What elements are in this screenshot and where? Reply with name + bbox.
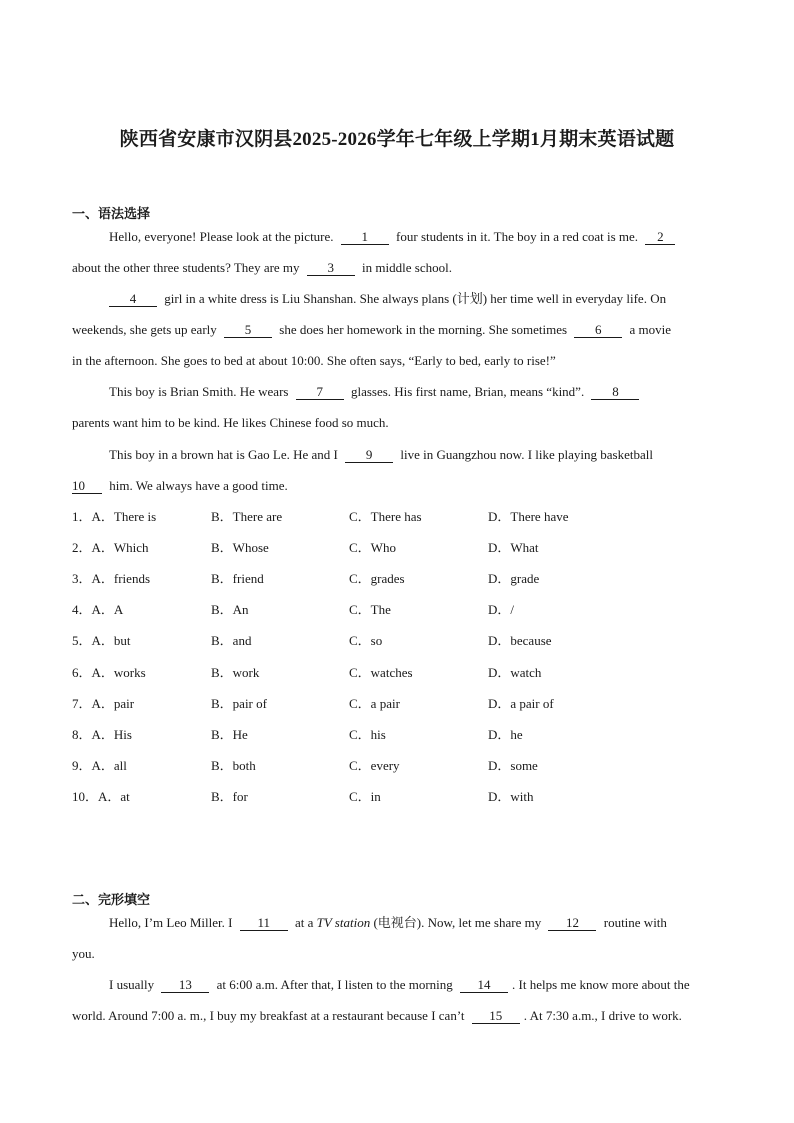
passage-text: I usually [109,977,155,992]
option-b [211,726,248,744]
question-number: 1． [72,509,92,524]
option-text: A．There is [91,509,157,524]
option-a [72,508,156,526]
passage-text: she does her homework in the morning. She sometimes [279,322,568,337]
option-b [211,664,259,682]
option-text: C．in [349,788,381,804]
passage-text: world. Around 7:00 a. m., I buy my breakfast at a restaurant because I can’t [72,1008,465,1023]
section-heading-cloze: 二、完形填空 [72,893,151,908]
option-text: A．pair [91,695,135,711]
passage-line [109,914,722,932]
question-number: 5． [72,633,92,649]
option-a [72,664,146,682]
passage-text: you. [72,946,95,961]
option-text: C．There has [349,509,422,524]
question-row [72,539,722,557]
blank-13: 13 [161,978,209,993]
option-text: B．and [211,633,252,649]
question-row [72,726,722,744]
option-text: D．What [488,540,539,556]
option-b [211,570,264,588]
option-d [488,695,554,713]
option-text: D．because [488,633,552,649]
passage-text: This boy in a brown hat is Gao Le. He and I [109,447,338,462]
passage-text: (电视台). Now, let me share my [373,915,542,930]
blank-7: 7 [296,385,344,400]
passage-line [72,259,722,277]
blank-8: 8 [591,385,639,400]
question-row [72,570,722,588]
option-c [349,695,400,713]
question-number: 6． [72,664,92,680]
option-c [349,726,386,744]
option-text: B．both [211,757,256,773]
option-c [349,570,405,588]
question-row [72,757,722,775]
passage-text: routine with [603,915,667,930]
option-text: C．grades [349,571,405,587]
option-text: D．he [488,726,523,742]
option-text: C．every [349,757,400,773]
passage-line [72,945,722,963]
option-text: B．There are [211,509,283,524]
passage-line [109,446,722,464]
passage-line [109,290,722,308]
option-b [211,695,267,713]
option-a [72,788,130,806]
option-d [488,664,541,682]
option-text: C．a pair [349,695,400,711]
option-text: D．a pair of [488,695,554,711]
passage-line [72,352,722,370]
option-c [349,664,413,682]
option-text: B．He [211,726,248,742]
option-a [72,539,149,557]
option-a [72,601,123,619]
option-d [488,570,539,588]
option-text: D．/ [488,602,515,618]
option-d [488,508,569,526]
option-text: A．friends [91,571,151,587]
passage-text: at 6:00 a.m. After that, I listen to the morning [216,977,453,992]
passage-text: . At 7:30 a.m., I drive to work. [523,1008,682,1023]
option-text: A．works [91,664,146,680]
question-number: 3． [72,571,92,587]
option-text: D．watch [488,664,542,680]
passage-text: weekends, she gets up early [72,322,217,337]
question-number: 4． [72,602,92,618]
passage-text: a movie [629,322,672,337]
passage-text: in middle school. [362,260,452,275]
option-c [349,539,396,557]
option-c [349,757,400,775]
option-c [349,508,422,526]
question-number: 7． [72,695,92,711]
page-title: 陕西省安康市汉阴县2025-2026学年七年级上学期1月期末英语试题 [119,129,675,150]
blank-15: 15 [472,1009,520,1024]
question-row [72,788,722,806]
blank-11: 11 [240,916,288,931]
option-d [488,632,552,650]
passage-text: four students in it. The boy in a red coat is me. [396,229,639,244]
option-a [72,632,131,650]
option-text: C．watches [349,664,413,680]
option-text: A．Which [91,540,149,556]
option-text: D．There have [488,509,569,524]
option-text: D．with [488,788,534,804]
option-text: D．grade [488,571,540,587]
blank-2: 2 [645,230,675,245]
question-number: 8． [72,726,92,742]
option-text: C．so [349,633,383,649]
question-number: 9． [72,757,92,773]
option-text: B．Whose [211,540,269,556]
passage-text: parents want him to be kind. He likes Chinese food so much. [72,415,389,430]
option-b [211,601,249,619]
option-text: C．The [349,602,391,618]
option-text: A．all [91,757,127,773]
option-b [211,757,256,775]
option-d [488,757,538,775]
option-a [72,757,127,775]
blank-14: 14 [460,978,508,993]
option-text: A．but [91,633,131,649]
passage-text: in the afternoon. She goes to bed at about 10:00. She often says, “Early to bed, early to rise!” [72,353,556,368]
blank-10: 10 [72,479,102,494]
passage-text: him. We always have a good time. [109,478,288,493]
passage-line [72,414,722,432]
option-b [211,539,269,557]
option-b [211,508,282,526]
passage-line [72,321,722,339]
option-c [349,601,391,619]
option-text: A．A [91,602,124,618]
passage-line [109,976,722,994]
option-d [488,788,534,806]
passage-text: Hello, everyone! Please look at the picture. [109,229,334,244]
blank-4: 4 [109,292,157,307]
option-d [488,601,514,619]
section-heading-grammar: 一、语法选择 [72,207,151,222]
question-row [72,508,722,526]
option-a [72,726,132,744]
option-b [211,788,248,806]
passage-text: live in Guangzhou now. I like playing basketball [400,447,653,462]
passage-text: girl in a white dress is Liu Shanshan. She always plans (计划) her time well in everyday life. On [164,291,667,306]
option-d [488,726,523,744]
question-row [72,695,722,713]
passage-line [72,1007,722,1025]
option-c [349,632,382,650]
passage-text: . It helps me know more about the [512,977,690,992]
blank-5: 5 [224,323,272,338]
question-row [72,632,722,650]
passage-text: at a [294,915,314,930]
passage-line [109,228,722,246]
blank-9: 9 [345,448,393,463]
option-text: D．some [488,757,538,773]
option-text: A．His [91,726,132,742]
option-a [72,570,150,588]
passage-line [109,383,722,401]
option-text: B．An [211,602,249,618]
option-a [72,695,134,713]
option-text: B．work [211,664,260,680]
question-number: 10． [72,788,99,804]
question-number: 2． [72,540,92,556]
option-text: B．for [211,788,248,804]
question-row [72,664,722,682]
option-text: B．pair of [211,695,267,711]
passage-text: about the other three students? They are my [72,260,300,275]
passage-text: Hello, I’m Leo Miller. I [109,915,233,930]
question-row [72,601,722,619]
option-text: A．at [98,788,130,804]
passage-text-italic: TV station [316,915,371,930]
blank-12: 12 [548,916,596,931]
passage-line [72,477,722,495]
option-d [488,539,539,557]
option-b [211,632,251,650]
option-c [349,788,381,806]
blank-3: 3 [307,261,355,276]
option-text: B．friend [211,571,264,587]
blank-6: 6 [574,323,622,338]
passage-text: This boy is Brian Smith. He wears [109,384,289,399]
option-text: C．Who [349,540,396,556]
passage-text: glasses. His first name, Brian, means “kind”. [350,384,585,399]
blank-1: 1 [341,230,389,245]
option-text: C．his [349,726,386,742]
